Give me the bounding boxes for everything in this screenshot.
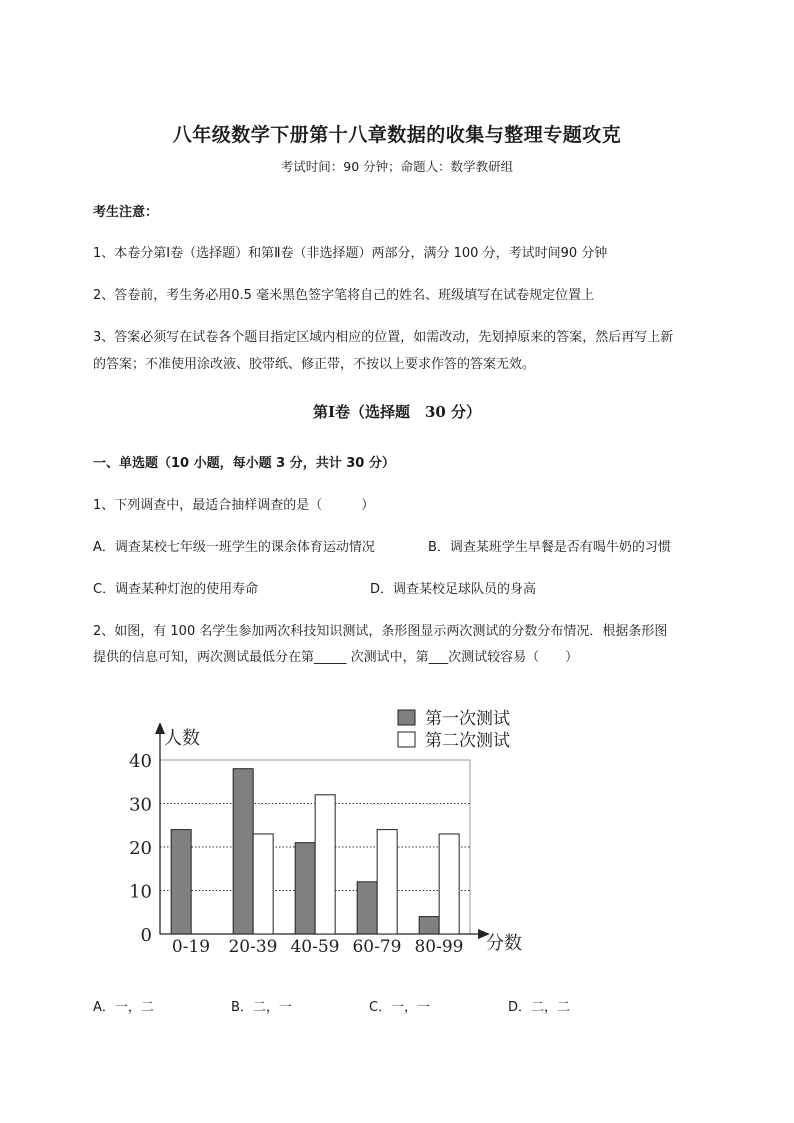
- notice-item: 3、答案必须写在试卷各个题目指定区域内相应的位置，如需改动，先划掉原来的答案，然后再写上新: [93, 330, 674, 345]
- bar-series-1-60-79: [357, 882, 377, 934]
- notice-item: 2、答卷前，考生务必用0.5 毫米黑色签字笔将自己的姓名、班级填写在试卷规定位置上: [93, 288, 595, 303]
- x-tick-label: 20-39: [228, 937, 278, 957]
- legend-label-2: 第二次测试: [425, 731, 510, 751]
- notice-heading: 考生注意：: [93, 205, 159, 220]
- bar-chart: [110, 690, 550, 970]
- page-title: 八年级数学下册第十八章数据的收集与整理专题攻克: [172, 124, 622, 146]
- y-tick-label: 10: [129, 881, 152, 903]
- x-tick-label: 0-19: [171, 937, 211, 957]
- y-axis-label: 人数: [164, 728, 200, 749]
- bar-series-2-40-59: [315, 795, 335, 934]
- x-axis-label: 分数: [486, 933, 522, 954]
- notice-item: 1、本卷分第Ⅰ卷（选择题）和第Ⅱ卷（非选择题）两部分，满分 100 分，考试时间90 分钟: [93, 246, 608, 261]
- part-heading: 一、单选题（10 小题，每小题 3 分，共计 30 分）: [93, 456, 395, 471]
- legend-swatch-1: [398, 710, 415, 725]
- q2-stem-line1: 2、如图，有 100 名学生参加两次科技知识测试，条形图显示两次测试的分数分布情况．根据条形图: [93, 624, 668, 639]
- legend-swatch-2: [398, 732, 415, 747]
- y-tick-label: 20: [129, 838, 152, 859]
- bar-series-2-60-79: [377, 830, 397, 934]
- y-tick-label: 30: [129, 794, 152, 816]
- section-title: 第Ⅰ卷（选择题 30 分）: [312, 403, 482, 421]
- bar-series-1-0-19: [171, 830, 191, 934]
- q2-option-b[interactable]: B．二，一: [231, 1000, 292, 1015]
- notice-item: 的答案；不准使用涂改液、胶带纸、修正带，不按以上要求作答的答案无效。: [93, 357, 536, 372]
- bar-series-1-40-59: [295, 843, 315, 934]
- q2-option-d[interactable]: D．二，二: [508, 1000, 571, 1015]
- y-tick-label: 40: [129, 751, 152, 772]
- q1-option-d[interactable]: D．调查某校足球队员的身高: [370, 582, 537, 597]
- bar-series-2-80-99: [439, 834, 459, 934]
- q2-option-c[interactable]: C．一，一: [369, 1000, 431, 1015]
- q1-stem: 1、下列调查中，最适合抽样调查的是（ ）: [93, 498, 375, 513]
- bar-series-1-20-39: [233, 769, 253, 934]
- x-tick-label: 60-79: [352, 937, 402, 957]
- q1-option-b[interactable]: B．调查某班学生早餐是否有喝牛奶的习惯: [428, 540, 671, 555]
- x-tick-label: 80-99: [414, 937, 464, 957]
- y-tick-label: 0: [140, 925, 152, 946]
- legend-label-1: 第一次测试: [425, 709, 510, 729]
- bar-series-2-20-39: [253, 834, 273, 934]
- exam-info: 考试时间：90 分钟；命题人：数学教研组: [280, 159, 514, 174]
- bar-series-1-80-99: [419, 917, 439, 934]
- q2-option-a[interactable]: A．一，二: [93, 1000, 154, 1015]
- q1-option-c[interactable]: C．调查某种灯泡的使用寿命: [93, 582, 259, 597]
- q2-stem-line2: 提供的信息可知，两次测试最低分在第_____ 次测试中，第___次测试较容易（ ）: [93, 650, 579, 665]
- x-tick-label: 40-59: [290, 937, 340, 957]
- q1-option-a[interactable]: A．调查某校七年级一班学生的课余体育运动情况: [93, 540, 375, 555]
